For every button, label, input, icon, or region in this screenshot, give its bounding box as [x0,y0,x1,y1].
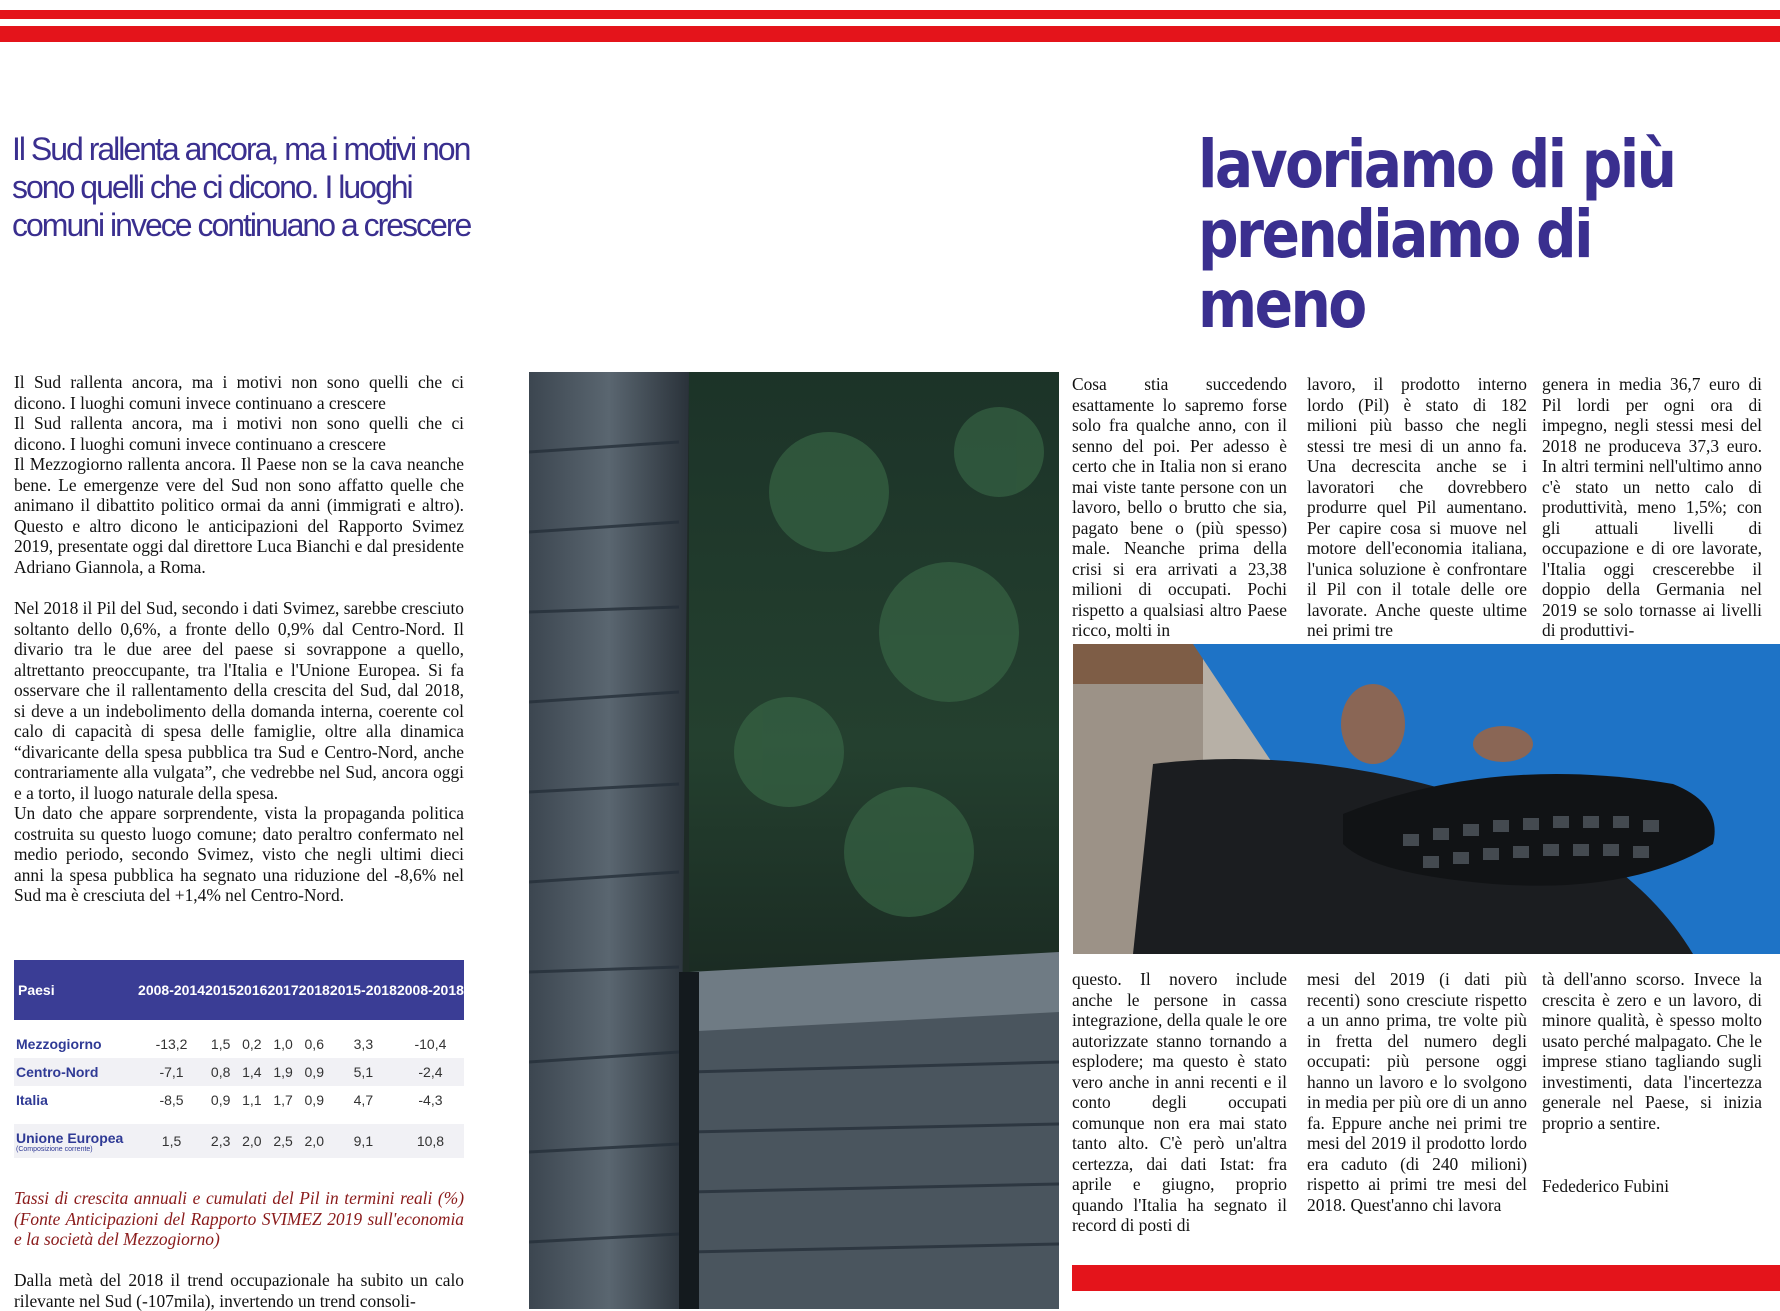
table-header-cell: Paesi [14,960,138,1020]
headline-line-2: prendiamo di meno [1198,196,1591,343]
table-cell: 0,6 [304,1036,324,1052]
top-column-3: genera in media 36,7 euro di Pil lordi per ogni ora di impegno, negli stessi mesi del 2018 ne produceva 37,3 euro. In altri termini nell'ultimo anno c'è stato un netto calo di produttività, meno 1,5%; con gli attuali livelli di occupazione e di ore lavorate, l'Italia oggi crescerebbe il doppio della Germania nel 2019 se solo tornasse ai livelli di produttivi- [1542,374,1762,640]
table-cell: 0,9 [299,1058,330,1086]
author-byline: Fedederico Fubini [1542,1176,1670,1196]
row-name: Centro-Nord [14,1058,138,1086]
table-cell: 3,3 [353,1036,374,1052]
cliff-photo-graphic [529,372,1059,1309]
table-row [14,1030,464,1058]
table-cell: 0,9 [210,1092,231,1108]
top-column-1: Cosa stia succedendo esattamente lo sapremo forse solo fra qualche anno, con il senno del poi. Per adesso è certo che in Italia non si erano mai viste tante persone con un lavoro, bello o brutto che sia, pagato bene o (più spesso) male. Neanche prima della crisi si era arrivati a 23,38 milioni di occupati. Pochi rispetto a qualsiasi altro Paese ricco, molti in [1072,374,1287,640]
intro-paragraph-3: Il Mezzogiorno rallenta ancora. Il Paese non se la cava neanche bene. Le emergenze vere del Sud non sono affatto quelle che animano il dibattito politico ormai da anni (immigrati e altro). Questo e altro dicono le anticipazioni del Rapporto Svimez 2019, presentate oggi dal direttore Luca Bianchi e dal presidente Adriano Giannola, a Roma. [14,454,464,577]
table-cell: 1,4 [236,1058,267,1086]
table-cell: -2,4 [397,1058,464,1086]
table-header-cell: 2017 [267,960,298,1020]
table-cell: -10,4 [414,1036,447,1052]
table-header-cell: 2016 [236,960,267,1020]
table-cell: 2,3 [205,1124,236,1158]
table-spacer [14,1114,464,1124]
intro-paragraph-2: Il Sud rallenta ancora, ma i motivi non sono quelli che ci dicono. I luoghi comuni invece continuano a crescere [14,413,464,454]
table-cell: 10,8 [397,1124,464,1158]
intro-paragraph-1: Il Sud rallenta ancora, ma i motivi non sono quelli che ci dicono. I luoghi comuni invece continuano a crescere [14,372,464,413]
bottom-red-bar [1072,1265,1780,1291]
body-paragraph-1: Nel 2018 il Pil del Sud, secondo i dati Svimez, sarebbe cresciuto soltanto dello 0,6%, a fronte dello 0,9% dal Centro-Nord. Il divario tra le due aree del paese si sovrappone a quello, altrettanto preoccupante, tra l'Italia e l'Unione Europea. Si fa osservare che il rallentamento della crescita del Sud, dal 2018, si deve a un indebolimento della domanda interna, coerente col calo di capacità di spesa delle famiglie, oltre alla dinamica “divaricante della spesa pubblica tra Sud e Centro-Nord, anche contrariamente alla vulgata”, che vedrebbe nel Sud, ancora oggi e a torto, il luogo naturale della spesa. [14,598,464,803]
table-cell: -8,5 [159,1092,184,1108]
bottom-column-2: mesi del 2019 (i dati più recenti) sono cresciute rispetto a un anno prima, tre volte più in fretta del numero degli occupati: più persone oggi hanno un lavoro e lo svolgono in media per più ore di un anno fa. Eppure anche nei primi tre mesi del 2019 il prodotto lordo era caduto (di 240 milioni) rispetto ai primi tre mesi del 2018. Quest'anno chi lavora [1307,969,1527,1215]
table-row [14,1086,464,1114]
table-header-cell: 2015 [205,960,236,1020]
article-headline [1198,126,1680,343]
table-spacer [14,1020,464,1030]
table-cell: 0,2 [242,1036,262,1052]
table-cell: 4,7 [353,1092,374,1108]
table-cell: 1,5 [138,1124,205,1158]
table-row [14,1124,464,1158]
table-row [14,1058,464,1086]
left-column-intro [14,372,464,906]
table-cell: 2,0 [299,1124,330,1158]
bottom-column-3: tà dell'anno scorso. Invece la crescita è zero e un lavoro, di minore qualità, è spesso molto usato perché malpagato. Che le imprese stiano tagliando sugli investimenti, data l'incertezza generale nel Paese, si inizia proprio a sentire. [1542,969,1762,1133]
gdp-growth-table [14,960,464,1158]
table-cell: 5,1 [330,1058,397,1086]
table-cell: 0,9 [304,1092,324,1108]
bottom-column-1: questo. Il novero include anche le persone in cassa integrazione, della quale le ore autorizzate stanno tornando a esplodere; ma questo è stato vero anche in anni recenti e il conto degli occupati comunque non era mai stato tanto alto. C'è però un'altra certezza, dai dati Istat: fra aprile e giugno, proprio quando l'Italia ha segnato il record di posti di [1072,969,1287,1235]
shoe-stitching-photo [1073,644,1780,954]
top-red-stripe-thin [0,10,1780,19]
table-cell: 2,0 [236,1124,267,1158]
table-header-row [14,960,464,1020]
row-note: (Composizione corrente) [16,1145,93,1153]
body-paragraph-2: Un dato che appare sorprendente, vista la propaganda politica costruita su questo luogo comune; dato peraltro confermato nel medio periodo, secondo Svimez, visto che negli ultimi dieci anni la spesa pubblica ha segnato una riduzione del -8,6% nel Sud ma è cresciuta del +1,4% nel Centro-Nord. [14,803,464,905]
table-cell: -7,1 [138,1058,205,1086]
top-red-stripe-thick [0,26,1780,42]
table-cell: 9,1 [330,1124,397,1158]
table-cell: 2,5 [267,1124,298,1158]
row-name: Mezzogiorno [16,1036,102,1052]
row-name-text: Unione Europea [16,1129,124,1146]
shoe-photo-graphic [1073,644,1780,954]
table-cell: 0,8 [205,1058,236,1086]
row-name: Italia [16,1092,48,1108]
row-name [14,1124,138,1158]
cliff-photo [529,372,1059,1309]
table-header-cell: 2015-2018 [330,960,397,1020]
top-column-2: lavoro, il prodotto interno lordo (Pil) è stato di 182 milioni più basso che negli stessi tre mesi di un anno fa. Una decrescita anche se i lavoratori che dovrebbero produrre quel Pil aumentano. Per capire cosa si muove nel motore dell'economia italiana, l'unica soluzione è confrontare il Pil con il totale delle ore lavorate. Anche queste ultime nei primi tre [1307,374,1527,640]
table-cell: 1,7 [273,1092,293,1108]
table-header-cell: 2008-2018 [397,960,464,1020]
table-header-cell: 2008-2014 [138,960,205,1020]
table-cell: -13,2 [155,1036,188,1052]
table-cell: 1,0 [273,1036,293,1052]
table-cell: 1,9 [267,1058,298,1086]
headline-line-1: lavoriamo di più [1198,126,1675,203]
article-subtitle: Il Sud rallenta ancora, ma i motivi non sono quelli che ci dicono. I luoghi comuni invece continuano a crescere [12,131,471,243]
table-cell: -4,3 [418,1092,443,1108]
table-cell: 1,1 [242,1092,262,1108]
table-caption: Tassi di crescita annuali e cumulati del Pil in termini reali (%) (Fonte Anticipazioni del Rapporto SVIMEZ 2019 sull'economia e la società del Mezzogiorno) [14,1188,464,1249]
table-header-cell: 2018 [299,960,330,1020]
bottom-paragraph: Dalla metà del 2018 il trend occupazionale ha subito un calo rilevante nel Sud (-107mila), invertendo un trend consoli- [14,1270,464,1311]
table-cell: 1,5 [210,1036,231,1052]
